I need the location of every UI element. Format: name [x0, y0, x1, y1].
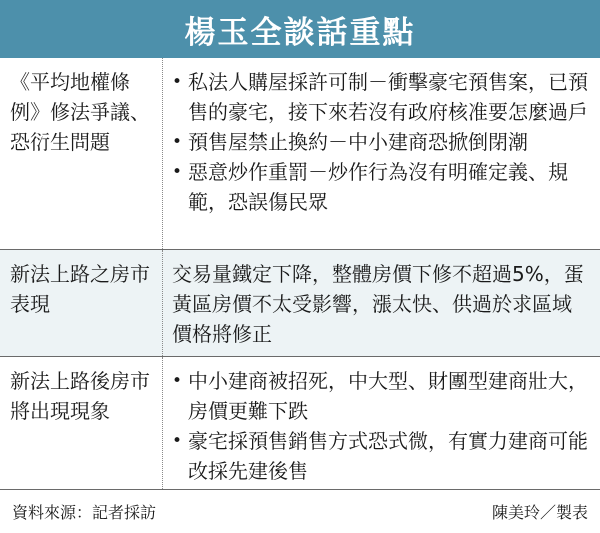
bullet-item — [172, 366, 590, 426]
bullet-text: 私法人購屋採許可制－衝擊豪宅預售案，已預售的豪宅，接下來若沒有政府核准要怎麼過戶 — [188, 70, 588, 124]
bullet-item — [172, 67, 590, 127]
bullet-icon: • — [172, 162, 183, 182]
bullet-icon: • — [172, 431, 183, 451]
row-topic: 新法上路之房市表現 — [10, 262, 150, 316]
bullet-item — [172, 157, 590, 217]
row-topic: 《平均地權條例》修法爭議、恐衍生問題 — [10, 70, 150, 154]
column-divider — [162, 58, 163, 249]
page-title: 楊玉全談話重點 — [184, 14, 416, 51]
table-row-market-performance — [0, 250, 600, 357]
bullet-text: 惡意炒作重罰－炒作行為沒有明確定義、規範，恐誤傷民眾 — [188, 160, 568, 214]
bullet-text: 中小建商被招死，中大型、財團型建商壯大，房價更難下跌 — [188, 369, 588, 423]
bullet-icon: • — [172, 72, 183, 92]
table-row-reform-issues — [0, 58, 600, 250]
row-content — [172, 366, 590, 486]
credit-note: 陳美玲／製表 — [491, 503, 588, 522]
bullet-item — [172, 426, 590, 486]
table-row-market-phenomena — [0, 357, 600, 490]
title-bar — [0, 0, 600, 58]
bullet-text: 預售屋禁止換約－中小建商恐掀倒閉潮 — [188, 130, 528, 154]
bullet-text: 豪宅採預售銷售方式恐式微，有實力建商可能改採先建後售 — [188, 429, 588, 483]
row-content — [172, 259, 590, 349]
row-topic: 新法上路後房市將出現現象 — [10, 369, 150, 423]
bullet-item — [172, 127, 590, 157]
column-divider — [162, 250, 163, 356]
row-text: 交易量鐵定下降，整體房價下修不超過5%，蛋黃區房價不太受影響，漲太快、供過於求區域價格將修正 — [172, 262, 584, 346]
bullet-icon: • — [172, 371, 183, 391]
row-content — [172, 67, 590, 217]
source-note: 資料來源：記者採訪 — [12, 503, 157, 522]
footer — [0, 490, 600, 533]
column-divider — [162, 357, 163, 489]
bullet-icon: • — [172, 132, 183, 152]
